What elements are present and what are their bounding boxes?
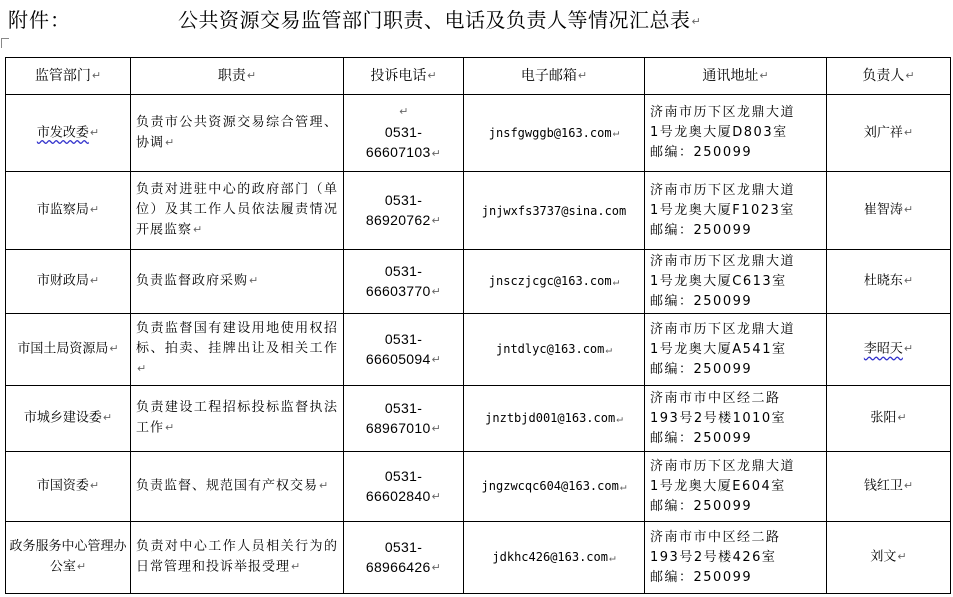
dept-cell: 市国土局资源局↵: [6, 314, 131, 386]
document-title: [178, 4, 701, 33]
paragraph-mark-icon: ↵: [691, 15, 702, 28]
person-cell: 刘文↵: [827, 522, 951, 594]
col-header-dept: 监管部门↵: [6, 58, 131, 95]
table-header-row: [6, 58, 951, 95]
email-cell: jntdlyc@163.com↵: [464, 314, 645, 386]
table-row: [6, 314, 951, 386]
person-cell: 崔智涛↵: [827, 172, 951, 250]
document-title-text: 公共资源交易监管部门职责、电话及负责人等情况汇总表: [178, 8, 691, 32]
person-cell: 钱红卫↵: [827, 452, 951, 522]
table-row: [6, 522, 951, 594]
address-line: 1号龙奥大厦C613室: [650, 273, 787, 289]
email-cell: jnjwxfs3737@sina.com: [464, 172, 645, 250]
person-cell: 杜晓东↵: [827, 250, 951, 314]
person-cell: 刘广祥↵: [827, 95, 951, 172]
address-cell: [645, 250, 827, 314]
email-cell: jdkhc426@163.com↵: [464, 522, 645, 594]
address-line: 济南市历下区龙鼎大道: [650, 182, 796, 198]
phone-cell: 0531-66605094↵: [344, 314, 464, 386]
summary-table: [5, 57, 951, 594]
address-line: 1号龙奥大厦F1023室: [650, 202, 795, 218]
dept-cell: 市财政局↵: [6, 250, 131, 314]
phone-cell: 0531-66603770↵: [344, 250, 464, 314]
postcode-line: 邮编：250099: [650, 293, 753, 309]
col-header-email: 电子邮箱↵: [464, 58, 645, 95]
duty-cell: 负责建设工程招标投标监督执法工作↵: [131, 386, 344, 452]
email-cell: jnsczjcgc@163.com↵: [464, 250, 645, 314]
person-cell: 李昭天↵: [827, 314, 951, 386]
address-line: 济南市历下区龙鼎大道: [650, 321, 796, 337]
postcode-line: 邮编：250099: [650, 498, 753, 514]
address-line: 193号2号楼426室: [650, 549, 777, 565]
postcode-line: 邮编：250099: [650, 569, 753, 585]
address-line: 济南市历下区龙鼎大道: [650, 105, 796, 120]
phone-cell: 0531-68966426↵: [344, 522, 464, 594]
attachment-label: 附件：: [8, 8, 71, 32]
address-line: 济南市历下区龙鼎大道: [650, 253, 796, 269]
table-anchor-corner-icon: [1, 38, 9, 48]
postcode-line: 邮编：250099: [650, 430, 753, 446]
phone-cell: ↵ 0531-66607103↵: [344, 95, 464, 172]
col-header-phone: 投诉电话↵: [344, 58, 464, 95]
address-line: 济南市市中区经二路: [650, 390, 781, 406]
address-line: 济南市市中区经二路: [650, 529, 781, 545]
address-cell: [645, 314, 827, 386]
duty-cell: 负责监督国有建设用地使用权招标、拍卖、挂牌出让及相关工作↵: [131, 314, 344, 386]
col-header-person: 负责人↵: [827, 58, 951, 95]
address-line: 济南市历下区龙鼎大道: [650, 458, 796, 474]
address-cell: [645, 386, 827, 452]
table-row: [6, 250, 951, 314]
postcode-line: 邮编：250099: [650, 361, 753, 377]
duty-cell: 负责监督、规范国有产权交易↵: [131, 452, 344, 522]
col-header-duty: 职责↵: [131, 58, 344, 95]
col-header-address: 通讯地址↵: [645, 58, 827, 95]
dept-cell: 政务服务中心管理办公室↵: [6, 522, 131, 594]
person-cell: 张阳↵: [827, 386, 951, 452]
duty-cell: 负责对进驻中心的政府部门（单位）及其工作人员依法履责情况开展监察↵: [131, 172, 344, 250]
email-cell: jngzwcqc604@163.com↵: [464, 452, 645, 522]
address-line: 1号龙奥大厦E604室: [650, 478, 786, 494]
table-row: [6, 95, 951, 172]
dept-cell: 市国资委↵: [6, 452, 131, 522]
duty-cell: 负责对中心工作人员相关行为的日常管理和投诉举报受理↵: [131, 522, 344, 594]
address-line: 1号龙奥大厦D803室: [650, 125, 788, 140]
phone-cell: 0531-68967010↵: [344, 386, 464, 452]
duty-cell: 负责市公共资源交易综合管理、协调↵: [131, 95, 344, 172]
address-cell: [645, 522, 827, 594]
address-cell: [645, 172, 827, 250]
dept-cell: 市发改委↵: [6, 95, 131, 172]
phone-cell: 0531-86920762↵: [344, 172, 464, 250]
email-cell: jnsfgwggb@163.com↵: [464, 95, 645, 172]
table-row: [6, 452, 951, 522]
dept-cell: 市城乡建设委↵: [6, 386, 131, 452]
postcode-line: 邮编：250099: [650, 222, 753, 238]
dept-cell: 市监察局↵: [6, 172, 131, 250]
address-cell: [645, 95, 827, 172]
address-line: 1号龙奥大厦A541室: [650, 341, 787, 357]
postcode-line: 邮编：250099: [650, 145, 753, 160]
table-row: [6, 386, 951, 452]
email-cell: jnztbjd001@163.com↵: [464, 386, 645, 452]
table-row: [6, 172, 951, 250]
address-cell: [645, 452, 827, 522]
address-line: 193号2号楼1010室: [650, 410, 787, 426]
duty-cell: 负责监督政府采购↵: [131, 250, 344, 314]
phone-cell: 0531-66602840↵: [344, 452, 464, 522]
